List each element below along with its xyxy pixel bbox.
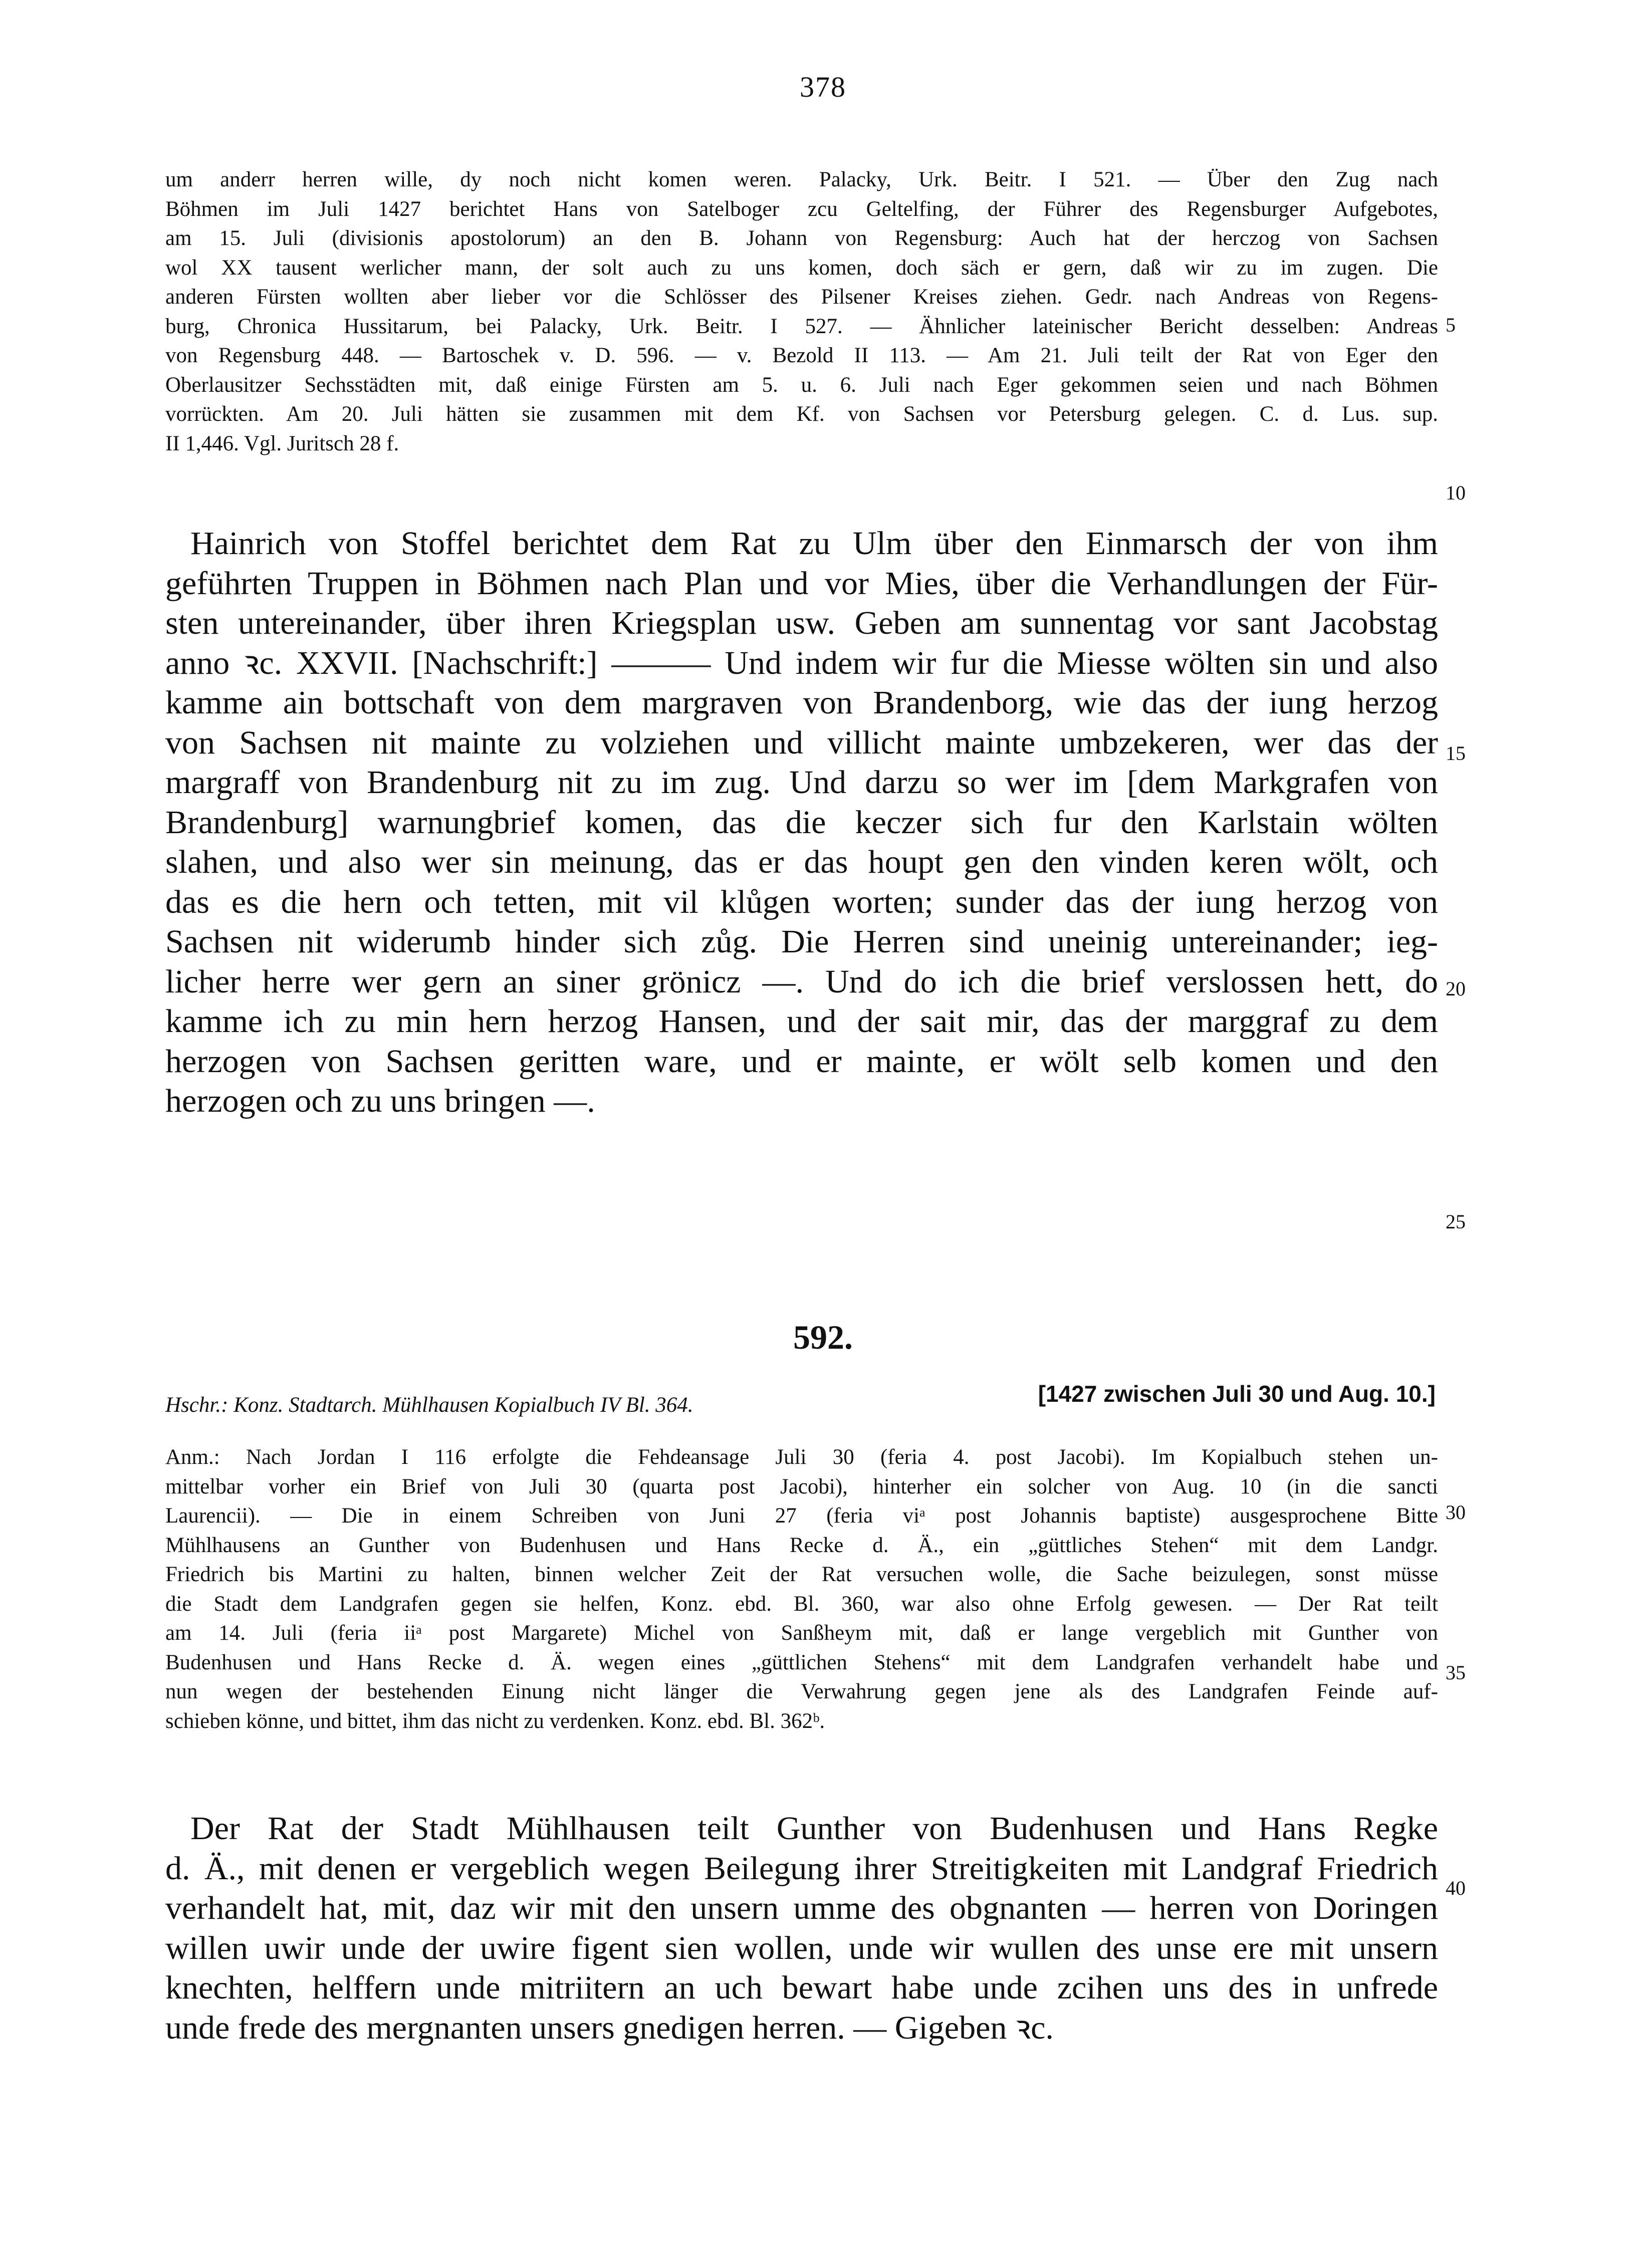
line-number: 25 [1446, 1210, 1466, 1233]
annotation-block [165, 1443, 1438, 1736]
text-line: die Stadt dem Landgrafen gegen sie helfen, Konz. ebd. Bl. 360, war also ohne Erfolg gewesen. — Der Rat teilt [165, 1592, 1438, 1616]
text-line: unde frede des mergnanten unsers gnedigen herren. — Gigeben ꝛc. [165, 2009, 1054, 2046]
text-line: von Regensburg 448. — Bartoschek v. D. 596. — v. Bezold II 113. — Am 21. Juli teilt der Rat von Eger den [165, 344, 1438, 367]
text-line: Mühlhausens an Gunther von Budenhusen und Hans Recke d. Ä., ein „güttliches Stehen“ mit dem Landgr. [165, 1533, 1438, 1557]
line-number: 5 [1446, 314, 1456, 336]
text-line: verhandelt hat, mit, daz wir mit den unsern umme des obgnanten — herren von Doringen [165, 1890, 1438, 1926]
text-line: anno ꝛc. XXVII. [Nachschrift:] ——— Und indem wir fur die Miesse wölten sin und also [165, 644, 1438, 681]
text-line: um anderr herren wille, dy noch nicht komen weren. Palacky, Urk. Beitr. I 521. — Über den Zug nach [165, 168, 1438, 191]
text-line: Anm.: Nach Jordan I 116 erfolgte die Fehdeansage Juli 30 (feria 4. post Jacobi). Im Kopialbuch stehen un- [165, 1445, 1438, 1469]
text-line: willen uwir unde der uwire figent sien wollen, unde wir wullen des unse ere mit unsern [165, 1929, 1438, 1966]
line-number: 35 [1446, 1661, 1466, 1684]
text-line: II 1,446. Vgl. Juritsch 28 f. [165, 431, 399, 455]
footnote-top [165, 165, 1438, 458]
line-number: 40 [1446, 1877, 1466, 1899]
manuscript-source: Hschr.: Konz. Stadtarch. Mühlhausen Kopialbuch IV Bl. 364. [165, 1393, 693, 1417]
line-number: 20 [1446, 977, 1466, 1000]
text-line: knechten, helffern unde mitriitern an uch bewart habe unde zcihen uns des in unfrede [165, 1969, 1438, 2006]
text-line: kamme ich zu min hern herzog Hansen, und der sait mir, das der marggraf zu dem [165, 1003, 1438, 1040]
text-line: mittelbar vorher ein Brief von Juli 30 (quarta post Jacobi), hinterher ein solcher von Aug. 10 (in die sancti [165, 1474, 1438, 1498]
line-number: 10 [1446, 481, 1466, 504]
text-line: das es die hern och tetten, mit vil klůgen worten; sunder das der iung herzog von [165, 883, 1438, 920]
text-line: licher herre wer gern an siner grönicz —. Und do ich die brief verslossen hett, do [165, 963, 1438, 1000]
page-number: 378 [800, 71, 846, 103]
line-number: 30 [1446, 1501, 1466, 1524]
text-line: Brandenburg] warnungbrief komen, das die keczer sich fur den Karlstain wölten [165, 804, 1438, 841]
text-line: d. Ä., mit denen er vergeblich wegen Beilegung ihrer Streitigkeiten mit Landgraf Friedrich [165, 1850, 1438, 1887]
text-line: Hainrich von Stoffel berichtet dem Rat zu Ulm über den Einmarsch der von ihm [190, 525, 1438, 562]
document-number: 592. [793, 1318, 853, 1356]
text-line: geführten Truppen in Böhmen nach Plan und vor Mies, über die Verhandlungen der Für- [165, 565, 1438, 602]
line-number: 15 [1446, 742, 1466, 765]
text-line: sten untereinander, über ihren Kriegsplan usw. Geben am sunnentag vor sant Jacobstag [165, 605, 1438, 641]
text-line: vorrückten. Am 20. Juli hätten sie zusammen mit dem Kf. von Sachsen vor Petersburg gelegen. C. d. Lus. sup. [165, 402, 1438, 426]
text-line: schieben könne, und bittet, ihm das nicht zu verdenken. Konz. ebd. Bl. 362ᵇ. [165, 1709, 825, 1733]
text-line: am 14. Juli (feria iiᵃ post Margarete) Michel von Sanßheym mit, daß er lange vergeblich mit Gunther von [165, 1621, 1438, 1645]
text-line: Böhmen im Juli 1427 berichtet Hans von Satelboger zcu Geltelfing, der Führer des Regensburger Aufgebotes, [165, 197, 1438, 221]
text-line: wol XX tausent werlicher mann, der solt auch zu uns komen, doch säch er gern, daß wir zu im zugen. Die [165, 256, 1438, 280]
document-date: [1427 zwischen Juli 30 und Aug. 10.] [1038, 1381, 1436, 1407]
text-line: Oberlausitzer Sechsstädten mit, daß einige Fürsten am 5. u. 6. Juli nach Eger gekommen seien und nach Böhmen [165, 373, 1438, 397]
text-line: Laurencii). — Die in einem Schreiben von Juni 27 (feria viᵃ post Johannis baptiste) ausgesprochene Bitte [165, 1504, 1438, 1528]
main-text-top [165, 524, 1438, 1121]
text-line: burg, Chronica Hussitarum, bei Palacky, Urk. Beitr. I 527. — Ähnlicher lateinischer Bericht desselben: Andreas [165, 314, 1438, 338]
text-line: von Sachsen nit mainte zu volziehen und villicht mainte umbzekeren, wer das der [165, 724, 1438, 761]
text-line: kamme ain bottschaft von dem margraven von Brandenborg, wie das der iung herzog [165, 684, 1438, 721]
text-line: anderen Fürsten wollten aber lieber vor die Schlösser des Pilsener Kreises ziehen. Gedr. nach Andreas von Regens- [165, 285, 1438, 309]
text-line: Der Rat der Stadt Mühlhausen teilt Gunther von Budenhusen und Hans Regke [190, 1810, 1438, 1847]
text-line: am 15. Juli (divisionis apostolorum) an den B. Johann von Regensburg: Auch hat der herczog von Sachsen [165, 226, 1438, 250]
text-line: margraff von Brandenburg nit zu im zug. Und darzu so wer im [dem Markgrafen von [165, 764, 1438, 801]
text-line: Friedrich bis Martini zu halten, binnen welcher Zeit der Rat versuchen wolle, die Sache beizulegen, sonst müsse [165, 1563, 1438, 1586]
text-line: herzogen von Sachsen geritten ware, und er mainte, er wölt selb komen und den [165, 1043, 1438, 1080]
text-line: Sachsen nit widerumb hinder sich zůg. Die Herren sind uneinig untereinander; ieg- [165, 923, 1438, 960]
text-line: Budenhusen und Hans Recke d. Ä. wegen eines „güttlichen Stehens“ mit dem Landgrafen verhandelt habe und [165, 1650, 1438, 1674]
main-text-bottom [165, 1809, 1438, 2048]
text-line: nun wegen der bestehenden Einung nicht länger die Verwahrung gegen jene als des Landgrafen Feinde auf- [165, 1680, 1438, 1703]
text-line: slahen, und also wer sin meinung, das er das houpt gen den vinden keren wölt, och [165, 844, 1438, 880]
text-line: herzogen och zu uns bringen —. [165, 1083, 595, 1119]
